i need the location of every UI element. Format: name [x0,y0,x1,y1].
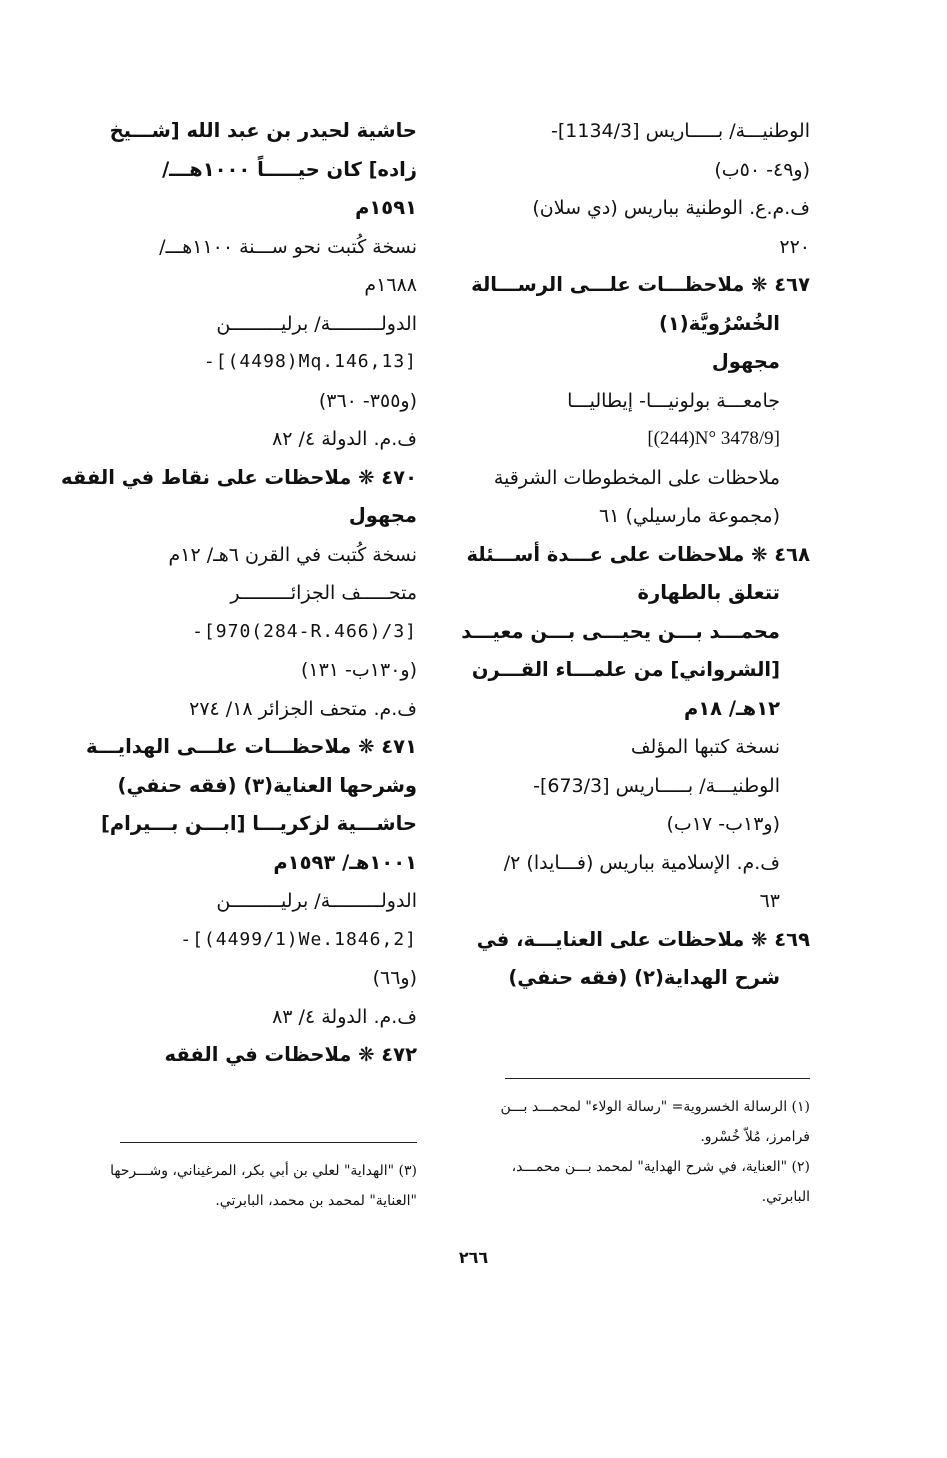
text-line: حاشية لحيدر بن عبد الله [شـــيخ [109,119,417,142]
text-line: ف.م. الإسلامية بباريس (فـــايدا) ٢/ [503,851,780,874]
text-line: ٤٧٠ ❋ ملاحظات على نقاط في الفقه [61,465,417,489]
text-line: (و٣٥٥- ٣٦٠) [318,389,417,412]
page-number: ٢٦٦ [458,1248,489,1267]
footnote-divider-left [120,1142,417,1143]
text-line: ٢٢٠ [779,235,810,258]
text-line: -[(4498)Mq.146,13] [203,351,417,372]
text-line: نسخة كتبها المؤلف [630,736,780,758]
text-line: -[970(284-R.466)/3] [192,620,417,642]
text-line: (و١٣٠ب- ١٣١) [300,659,417,681]
text-line: ف.م. الدولة ٤/ ٨٢ [272,428,417,450]
text-line: متحـــــف الجزائـــــــــر [230,582,417,604]
left-column [61,112,417,1075]
footnote-line: (١) الرسالة الخسروية= "رسالة الولاء" لمحمـــد بـــن [500,1099,810,1115]
text-line: (و٦٦) [372,967,417,989]
text-line: نسخة كُتبت في القرن ٦هـ/ ١٢م [168,543,417,566]
text-line: ٤٦٨ ❋ ملاحظات على عـــدة أســـئلة [466,542,810,566]
text-line: حاشـــية لزكريـــا [ابـــن بـــيرام] [100,812,417,835]
footnotes-right [470,1092,810,1212]
text-line: (مجموعة مارسيلي) ٦١ [598,505,780,527]
text-line: ٤٦٩ ❋ ملاحظات على العنايـــة، في [476,927,810,951]
text-line: نسخة كُتبت نحو ســـنة ١١٠٠هـــ/ [159,235,417,258]
text-line: ف.م.ع. الوطنية بباريس (دي سلان) [532,197,810,219]
text-line: مجهول [348,504,417,527]
footnote-line: البابرتي. [761,1189,810,1205]
text-line: زاده] كان حيـــــاً ١٠٠٠هـــ/ [162,157,417,181]
text-line: تتعلق بالطهارة [637,581,780,604]
footnote-line: فرامرز، مُلاّ خُسْرو. [700,1129,810,1145]
text-line: الوطنيـــة/ بـــــاريس [1134/3]- [551,120,810,142]
text-line: جامعـــة بولونيـــا- إيطاليـــا [567,389,780,412]
text-line: ٤٦٧ ❋ ملاحظـــات علـــى الرســـالة [471,273,810,296]
text-line: ١٠٠١هـ/ ١٥٩٣م [273,850,417,874]
text-line: مجهول [711,350,780,373]
text-line: شرح الهداية(٢) (فقه حنفي) [508,966,780,989]
text-line: ١٦٨٨م [364,274,417,296]
text-line: (و١٣ب- ١٧ب) [666,813,780,835]
text-line: [الشرواني] من علمـــاء القـــرن [471,658,780,681]
text-line: ٤٧١ ❋ ملاحظـــات علـــى الهدايـــة [85,735,417,758]
text-line: ٤٧٢ ❋ ملاحظات في الفقه [164,1043,417,1066]
text-line: ١٢هـ/ ١٨م [683,696,780,720]
text-line: الوطنيـــة/ بـــــاريس [673/3]- [533,774,780,797]
footnote-line: "العناية" لمحمد بن محمد، البابرتي. [215,1193,417,1209]
text-line: ف.م. متحف الجزائر ١٨/ ٢٧٤ [189,697,417,720]
text-line: الخُسْرُويَّة(١) [658,311,780,335]
footnote-line: (٢) "العناية، في شرح الهداية" لمحمد بـــن محمـــد، [511,1159,810,1175]
text-line: الدولـــــــــة/ برليـــــــــن [216,890,417,912]
text-line: ملاحظات على المخطوطات الشرقية [493,466,780,489]
text-line: [(244)N° 3478/9] [647,428,780,449]
right-column [461,112,810,998]
text-line: محمـــد بـــن يحيـــى بـــن معيـــد [461,619,780,643]
footnotes-left [85,1156,417,1216]
text-line: وشرحها العناية(٣) (فقه حنفي) [117,773,417,797]
text-line: ٦٣ [759,890,780,912]
text-line: ١٥٩١م [355,196,417,219]
text-line: (و٤٩- ٥٠ب) [714,158,810,181]
text-line: ف.م. الدولة ٤/ ٨٣ [272,1005,417,1028]
footnote-divider-right [505,1078,810,1079]
footnote-line: (٣) "الهداية" لعلي بن أبي بكر، المرغيناني، وشـــرحها [110,1163,417,1179]
text-line: الدولـــــــــة/ برليـــــــــن [216,312,417,335]
text-line: -[(4499/1)We.1846,2] [180,928,417,950]
